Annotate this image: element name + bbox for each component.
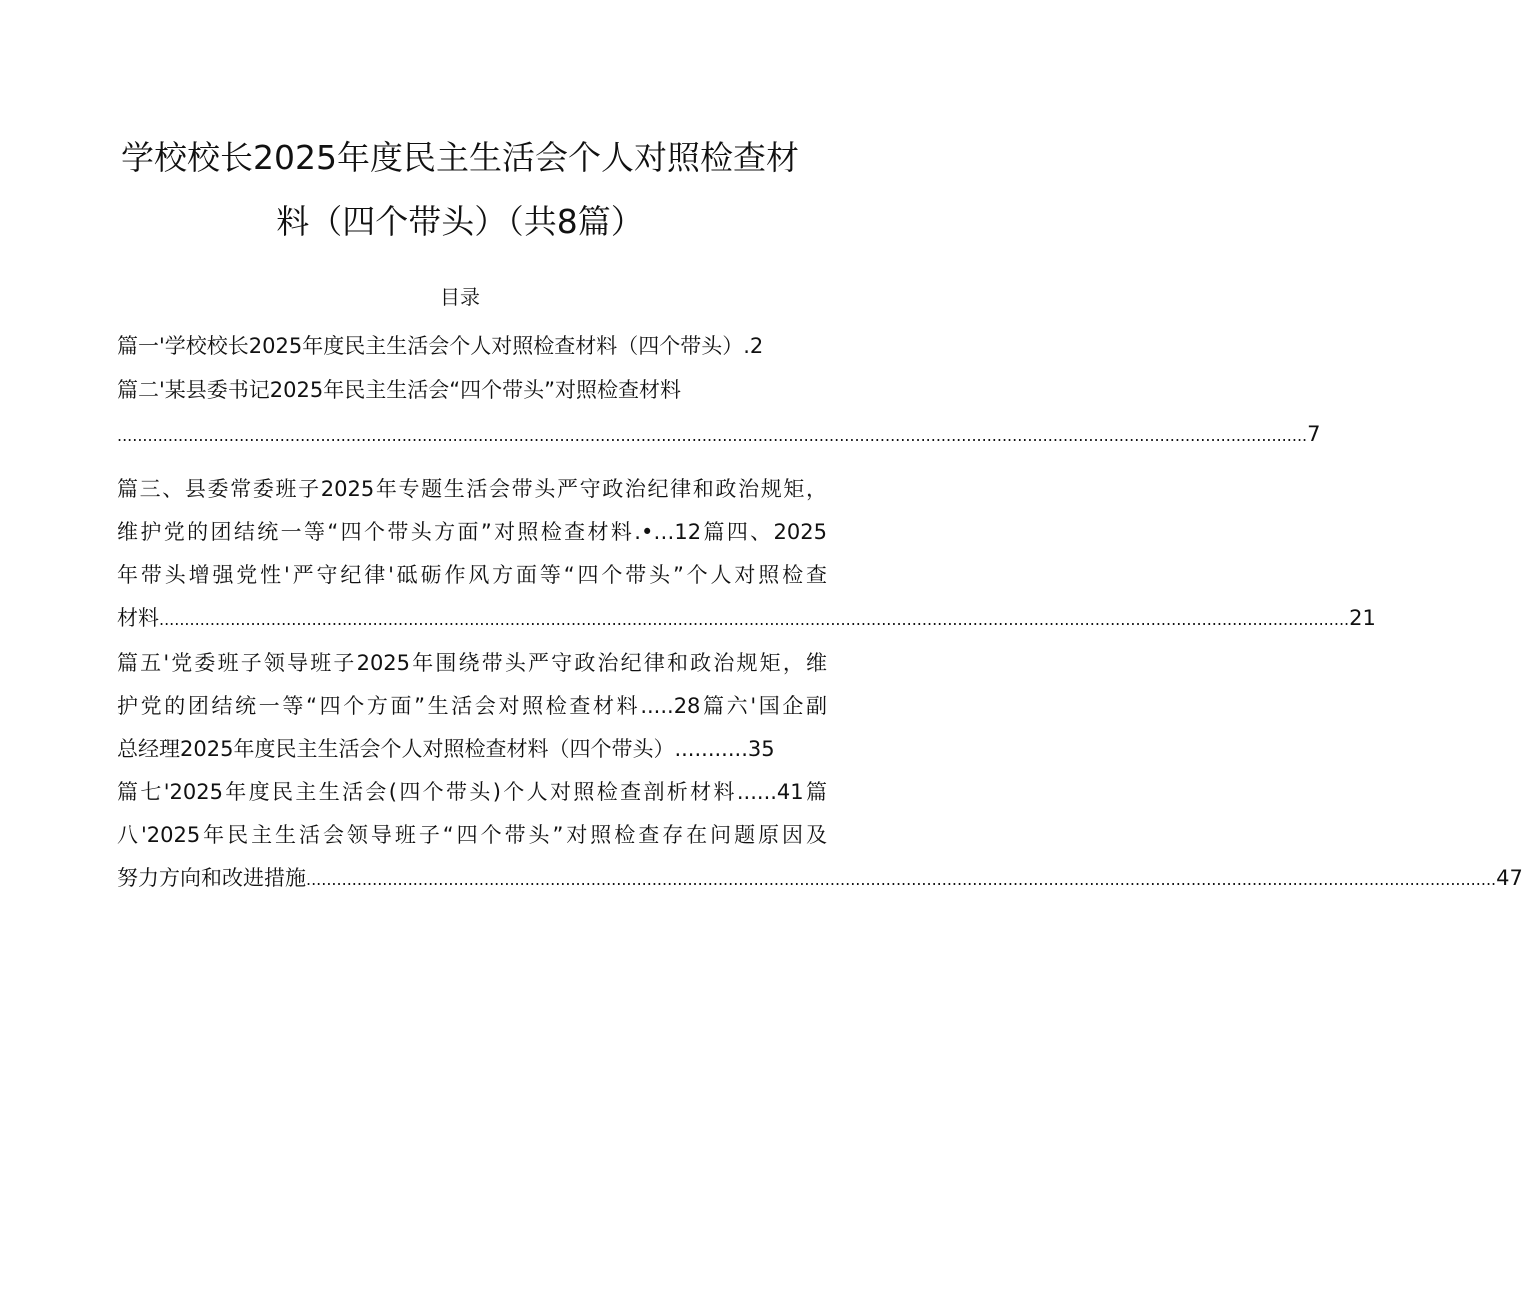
toc-entry-3-line-2: 维护党的团结统一等“四个带头方面”对照检查材料.•…12篇四、2025	[117, 520, 827, 544]
toc-entry-8-line-1: 八'2025年民主生活会领导班子“四个带头”对照检查存在问题原因及	[117, 823, 827, 847]
toc-entry-2-leader-row	[117, 419, 1321, 451]
toc-entry-1: 篇一'学校校长2025年度民主生活会个人对照检查材料（四个带头）.2	[117, 334, 764, 358]
toc-entry-4-leader-row	[117, 603, 1376, 635]
document-title-line-2: 料（四个带头）（共8篇）	[276, 202, 644, 241]
toc-entry-4-page: 21	[1349, 606, 1376, 630]
dot-leader: ..........................................................................................................................................................................................................................................	[159, 610, 1350, 629]
toc-heading: 目录	[440, 285, 480, 309]
toc-entry-8-tail: 努力方向和改进措施	[117, 866, 306, 890]
dot-leader: ..........................................................................................................................................................................................................................................	[306, 870, 1497, 889]
toc-entry-2-page: 7	[1307, 422, 1321, 446]
toc-entry-7: 篇七'2025年度民主生活会(四个带头)个人对照检查剖析材料......41篇	[117, 780, 827, 804]
toc-entry-6-line-2: 总经理2025年度民主生活会个人对照检查材料（四个带头）...........35	[117, 737, 775, 761]
document-title-line-1: 学校校长2025年度民主生活会个人对照检查材	[121, 138, 799, 177]
dot-leader: ..........................................................................................................................................................................................................................................	[117, 426, 1308, 445]
toc-entry-8-leader-row	[117, 863, 1523, 895]
toc-entry-5-line-1: 篇五'党委班子领导班子2025年围绕带头严守政治纪律和政治规矩，维	[117, 651, 827, 675]
toc-entry-4-line-1: 年带头增强党性'严守纪律'砥砺作风方面等“四个带头”个人对照检查	[117, 563, 827, 587]
toc-entry-4-tail: 材料	[117, 606, 159, 630]
toc-entry-5-line-2: 护党的团结统一等“四个方面”生活会对照检查材料.....28篇六'国企副	[117, 694, 827, 718]
toc-entry-3-line-1: 篇三、县委常委班子2025年专题生活会带头严守政治纪律和政治规矩，	[117, 477, 827, 501]
toc-entry-8-page: 47	[1496, 866, 1523, 890]
toc-entry-2: 篇二'某县委书记2025年民主生活会“四个带头”对照检查材料	[117, 378, 681, 402]
